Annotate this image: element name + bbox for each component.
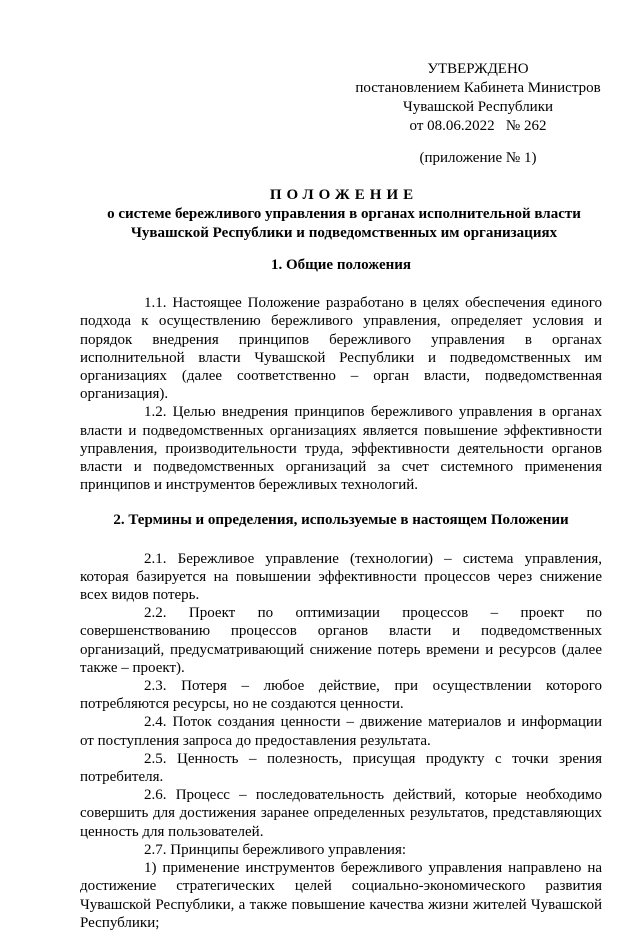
paragraph-2-5: 2.5. Ценность – полезность, присущая продукту с точки зрения потребителя.	[80, 750, 602, 786]
paragraph-2-6: 2.6. Процесс – последовательность действий, которые необходимо совершить для достижения заранее определенных результатов, представляющих ценность для пользователей.	[80, 787, 602, 840]
title-main: ПОЛОЖЕНИЕ	[269, 187, 419, 203]
approval-line-2: Чувашской Республики	[402, 99, 554, 115]
paragraph-1-1: 1.1. Настоящее Положение разработано в целях обеспечения единого подхода к осуществлению бережливого управления, определяет условия и порядок внедрения принципов бережливого управления в органах исполнительной власти Чувашской Республики и подведомственных им организациях (далее соответственно – орган власти, подведомственная организация).	[80, 295, 602, 403]
approval-heading: УТВЕРЖДЕНО	[427, 61, 529, 77]
paragraph-2-7: 2.7. Принципы бережливого управления:	[144, 841, 407, 858]
title-subtitle-line-1: о системе бережливого управления в органах исполнительной власти	[107, 206, 581, 222]
paragraph-1-2: 1.2. Целью внедрения принципов бережливого управления в органах власти и подведомственных организациях является повышение эффективности управления, производительности труда, эффективности деятельности органов власти и подведомственных организаций за счет системного применения принципов и инструментов бережливых технологий.	[80, 404, 602, 494]
paragraph-2-1: 2.1. Бережливое управление (технологии) – система управления, которая базируется на повышении эффективности процессов через снижение всех видов потерь.	[80, 550, 602, 604]
paragraph-2-4: 2.4. Поток создания ценности – движение материалов и информации от поступления запроса до предоставления результата.	[80, 714, 602, 749]
document-body	[80, 256, 602, 932]
paragraph-2-7-item-1: 1) применение инструментов бережливого управления направлено на достижение стратегических целей социально-экономического развития Чувашской Республики, а также повышение качества жизни жителей Чувашской Республики;	[80, 860, 602, 931]
approval-stamp	[348, 60, 608, 168]
appendix-note: (приложение № 1)	[419, 150, 537, 166]
document-title	[80, 186, 608, 243]
paragraph-2-2: 2.2. Проект по оптимизации процессов – проект по совершенствованию процессов органов власти и подведомственных организаций, предусматривающий снижение потерь времени и ресурсов (далее также – проект).	[80, 605, 602, 676]
title-subtitle-line-2: Чувашской Республики и подведомственных им организациях	[130, 225, 558, 241]
paragraph-2-3: 2.3. Потеря – любое действие, при осуществлении которого потребляются ресурсы, но не создаются ценности.	[80, 678, 602, 713]
approval-line-3: от 08.06.2022 № 262	[409, 118, 547, 134]
section-2-heading: 2. Термины и определения, используемые в настоящем Положении	[113, 512, 569, 529]
section-1-heading: 1. Общие положения	[270, 257, 412, 273]
approval-line-1: постановлением Кабинета Министров	[355, 80, 601, 96]
